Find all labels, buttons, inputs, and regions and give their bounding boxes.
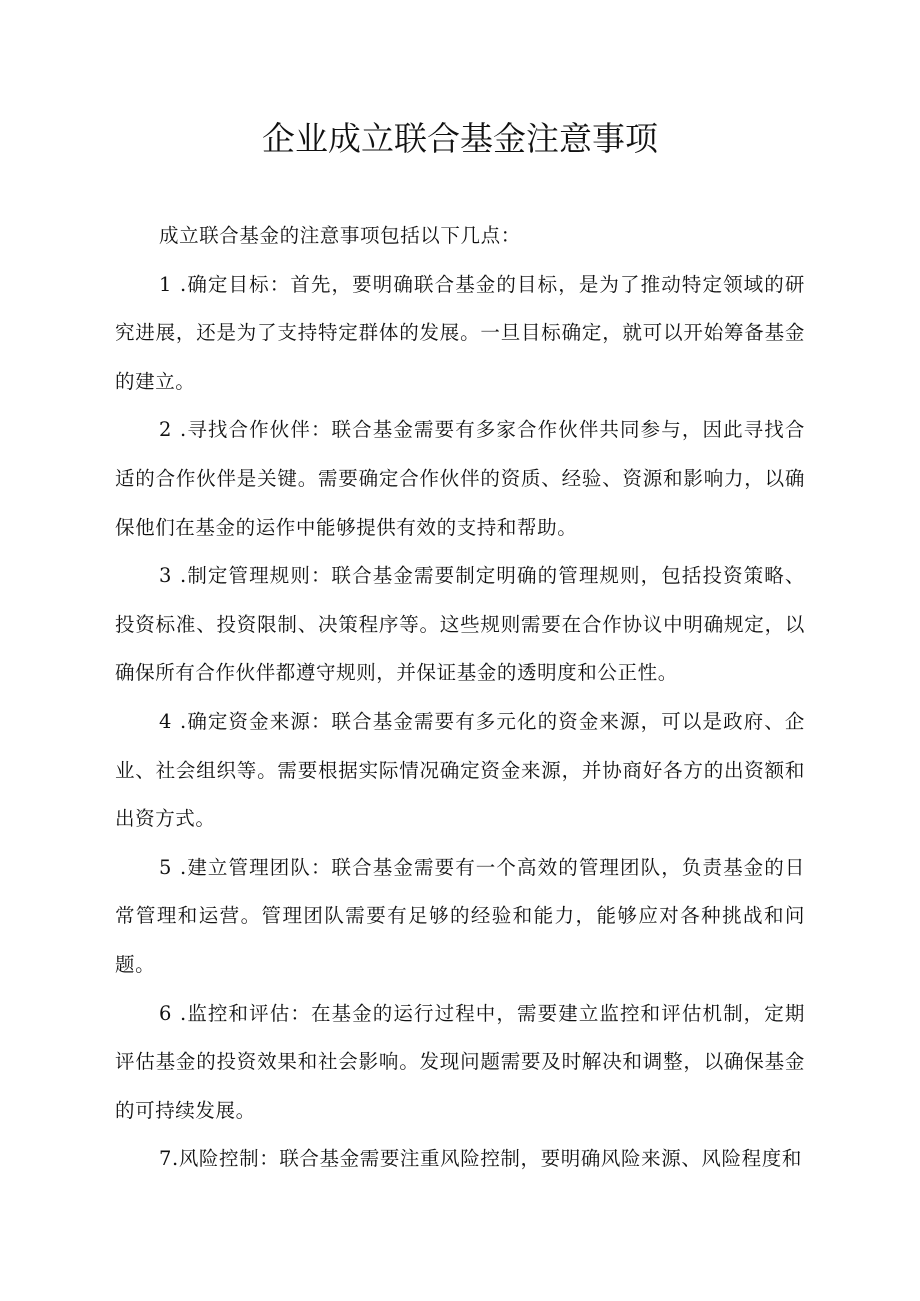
list-item	[115, 844, 805, 990]
item-number: 4	[159, 709, 173, 733]
list-item	[115, 698, 805, 844]
item-number: 5	[159, 855, 173, 879]
list-item	[115, 990, 805, 1136]
item-text: .确定资金来源：联合基金需要有多元化的资金来源，可以是政府、企业、社会组织等。需要根据实际情况确定资金来源，并协商好各方的出资额和出资方式。	[115, 709, 805, 831]
item-text: .确定目标：首先，要明确联合基金的目标，是为了推动特定领域的研究进展，还是为了支持特定群体的发展。一旦目标确定，就可以开始筹备基金的建立。	[115, 272, 805, 393]
item-number: 7	[159, 1147, 173, 1171]
item-text: .建立管理团队：联合基金需要有一个高效的管理团队，负责基金的日常管理和运营。管理团队需要有足够的经验和能力，能够应对各种挑战和问题。	[115, 855, 805, 976]
document-body	[115, 212, 805, 1184]
list-item	[115, 1135, 805, 1184]
item-number: 6	[159, 1001, 173, 1025]
item-text: .监控和评估：在基金的运行过程中，需要建立监控和评估机制，定期评估基金的投资效果和社会影响。发现问题需要及时解决和调整，以确保基金的可持续发展。	[115, 1001, 805, 1122]
list-item	[115, 261, 805, 407]
list-item	[115, 406, 805, 552]
document-title: 企业成立联合基金注意事项	[262, 119, 658, 158]
item-text: .寻找合作伙伴：联合基金需要有多家合作伙伴共同参与，因此寻找合适的合作伙伴是关键。需要确定合作伙伴的资质、经验、资源和影响力，以确保他们在基金的运作中能够提供有效的支持和帮助。	[115, 418, 805, 539]
intro-paragraph: 成立联合基金的注意事项包括以下几点：	[159, 224, 521, 247]
item-number: 2	[159, 418, 173, 442]
list-item	[115, 552, 805, 698]
item-text: .制定管理规则：联合基金需要制定明确的管理规则，包括投资策略、投资标准、投资限制、决策程序等。这些规则需要在合作协议中明确规定，以确保所有合作伙伴都遵守规则，并保证基金的透明度和公正性。	[115, 564, 805, 685]
item-number: 3	[159, 564, 173, 588]
item-number: 1	[159, 272, 173, 296]
item-text: .风险控制：联合基金需要注重风险控制，要明确风险来源、风险程度和	[172, 1147, 802, 1171]
